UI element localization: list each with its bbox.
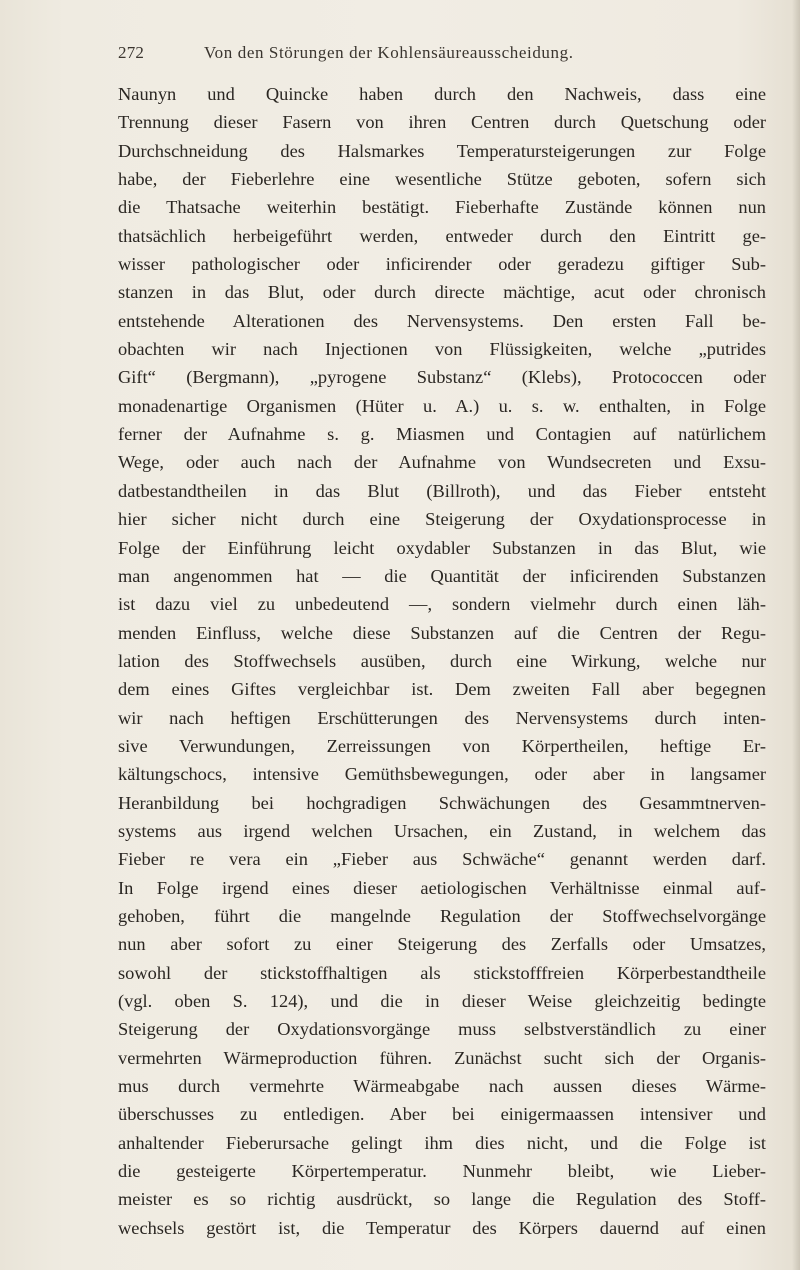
text-line: die gesteigerte Körpertemperatur. Nunmehr bleibt, wie Lieber- bbox=[118, 1161, 766, 1182]
text-line: Folge der Einführung leicht oxydabler Substanzen in das Blut, wie bbox=[118, 537, 766, 558]
text-line: hier sicher nicht durch eine Steigerung der Oxydationsprocesse in bbox=[118, 509, 766, 530]
text-line: man angenommen hat — die Quantität der inficirenden Substanzen bbox=[118, 565, 766, 586]
text-line: thatsächlich herbeigeführt werden, entweder durch den Eintritt ge- bbox=[118, 225, 766, 246]
text-line: datbestandtheilen in das Blut (Billroth), und das Fieber entsteht bbox=[118, 480, 766, 501]
text-line: meister es so richtig ausdrückt, so lange die Regulation des Stoff- bbox=[118, 1189, 766, 1210]
text-line: lation des Stoffwechsels ausüben, durch eine Wirkung, welche nur bbox=[118, 650, 766, 671]
text-line: entstehende Alterationen des Nervensystems. Den ersten Fall be- bbox=[118, 310, 766, 331]
text-line: monadenartige Organismen (Hüter u. A.) u. s. w. enthalten, in Folge bbox=[118, 395, 766, 416]
text-line: habe, der Fieberlehre eine wesentliche Stütze geboten, sofern sich bbox=[118, 169, 766, 190]
text-line: sive Verwundungen, Zerreissungen von Körpertheilen, heftige Er- bbox=[118, 735, 766, 756]
text-line: anhaltender Fieberursache gelingt ihm dies nicht, und die Folge ist bbox=[118, 1132, 766, 1153]
page-number: 272 bbox=[118, 43, 145, 62]
text-line: In Folge irgend eines dieser aetiologischen Verhältnisse einmal auf- bbox=[118, 877, 766, 898]
text-line: kältungschocs, intensive Gemüthsbewegungen, oder aber in langsamer bbox=[118, 764, 766, 785]
text-line: stanzen in das Blut, oder durch directe mächtige, acut oder chronisch bbox=[118, 282, 766, 303]
text-line: dem eines Giftes vergleichbar ist. Dem zweiten Fall aber begegnen bbox=[118, 679, 766, 700]
text-line: wisser pathologischer oder inficirender oder geradezu giftiger Sub- bbox=[118, 254, 766, 275]
text-line: systems aus irgend welchen Ursachen, ein Zustand, in welchem das bbox=[118, 820, 766, 841]
text-line: wechsels gestört ist, die Temperatur des Körpers dauernd auf einen bbox=[118, 1217, 766, 1238]
text-line: menden Einfluss, welche diese Substanzen auf die Centren der Regu- bbox=[118, 622, 766, 643]
text-line: ferner der Aufnahme s. g. Miasmen und Contagien auf natürlichem bbox=[118, 424, 766, 445]
body-text bbox=[118, 80, 766, 1242]
text-line: mus durch vermehrte Wärmeabgabe nach aussen dieses Wärme- bbox=[118, 1076, 766, 1097]
text-line: überschusses zu entledigen. Aber bei einigermaassen intensiver und bbox=[118, 1104, 766, 1125]
text-line: Durchschneidung des Halsmarkes Temperatursteigerungen zur Folge bbox=[118, 140, 766, 161]
text-line: wir nach heftigen Erschütterungen des Nervensystems durch inten- bbox=[118, 707, 766, 728]
text-line: ist dazu viel zu unbedeutend —, sondern vielmehr durch einen läh- bbox=[118, 594, 766, 615]
page-header bbox=[118, 43, 758, 69]
text-line: (vgl. oben S. 124), und die in dieser Weise gleichzeitig bedingte bbox=[118, 991, 766, 1011]
text-line: Gift“ (Bergmann), „pyrogene Substanz“ (Klebs), Protococcen oder bbox=[118, 367, 766, 388]
text-line: Steigerung der Oxydationsvorgänge muss selbstverständlich zu einer bbox=[118, 1019, 766, 1040]
text-line: Wege, oder auch nach der Aufnahme von Wundsecreten und Exsu- bbox=[118, 452, 766, 473]
text-line: Trennung dieser Fasern von ihren Centren durch Quetschung oder bbox=[118, 112, 766, 133]
text-line: nun aber sofort zu einer Steigerung des Zerfalls oder Umsatzes, bbox=[118, 934, 766, 955]
text-line: sowohl der stickstoffhaltigen als stickstofffreien Körperbestandtheile bbox=[118, 962, 766, 983]
text-line: gehoben, führt die mangelnde Regulation der Stoffwechselvorgänge bbox=[118, 905, 766, 926]
text-line: die Thatsache weiterhin bestätigt. Fieberhafte Zustände können nun bbox=[118, 197, 766, 218]
running-title: Von den Störungen der Kohlensäureausscheidung. bbox=[204, 43, 574, 62]
text-line: obachten wir nach Injectionen von Flüssigkeiten, welche „putrides bbox=[118, 339, 766, 360]
text-line: Heranbildung bei hochgradigen Schwächungen des Gesammtnerven- bbox=[118, 792, 766, 813]
text-line: vermehrten Wärmeproduction führen. Zunächst sucht sich der Organis- bbox=[118, 1047, 766, 1068]
page-edge-shadow bbox=[792, 0, 800, 1270]
text-line: Fieber re vera ein „Fieber aus Schwäche“ genannt werden darf. bbox=[118, 849, 766, 870]
text-line: Naunyn und Quincke haben durch den Nachweis, dass eine bbox=[118, 84, 766, 104]
